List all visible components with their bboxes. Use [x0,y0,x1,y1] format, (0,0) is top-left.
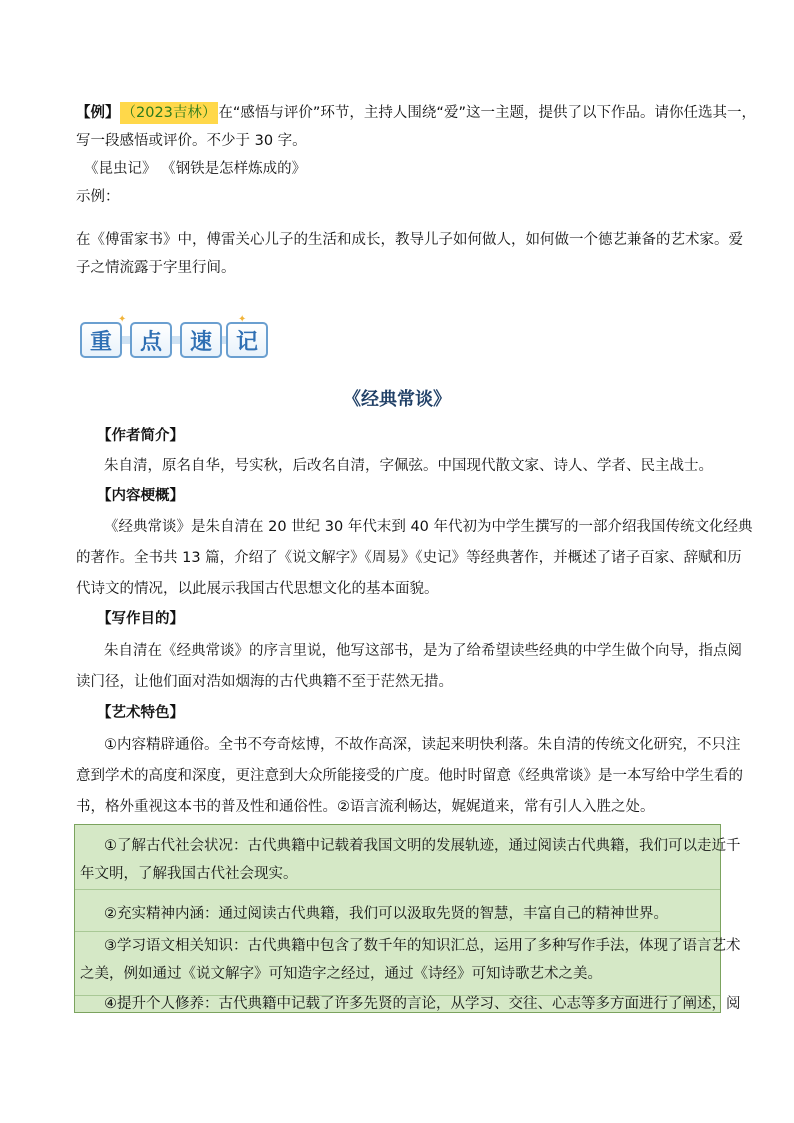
row-divider [75,931,720,932]
summary-heading: 【内容梗概】 [97,488,184,504]
green-text-1a: ①了解古代社会状况：古代典籍中记载着我国文明的发展轨迹，通过阅读古代典籍，我们可以走近千 [104,838,741,854]
example-line-1 [76,102,756,124]
banner-char: 记 [226,322,268,358]
sample-label: 示例： [76,189,120,205]
example-line-2: 写一段感悟或评价。不少于 30 字。 [76,133,307,149]
purpose-text-2: 读门径，让他们面对浩如烟海的古代典籍不至于茫然无措。 [76,674,453,690]
art-text-3: 书，格外重视这本书的普及性和通俗性。②语言流利畅达，娓娓道来，常有引人入胜之处。 [76,799,655,815]
green-text-2: ②充实精神内涵：通过阅读古代典籍，我们可以汲取先贤的智慧，丰富自己的精神世界。 [104,906,668,922]
art-text-1: ①内容精辟通俗。全书不夸奇炫博，不故作高深，读起来明快利落。朱自清的传统文化研究，不只注 [104,737,741,753]
example-mark: 【例】 [76,105,120,121]
sparkle-icon: ✦ [118,314,127,325]
green-text-4a: ④提升个人修养：古代典籍中记载了许多先贤的言论，从学习、交往、心志等多方面进行了阐述，阅 [104,996,741,1012]
row-divider [75,889,720,890]
book-title: 《经典常谈》 [343,389,451,410]
sparkle-icon: ✦ [238,314,247,325]
banner-char: 重 [80,322,122,358]
sample-text-2: 子之情流露于字里行间。 [76,260,236,276]
green-text-1b: 年文明，了解我国古代社会现实。 [80,866,298,882]
purpose-heading: 【写作目的】 [97,611,184,627]
art-text-2: 意到学术的高度和深度，更注意到大众所能接受的广度。他时时留意《经典常谈》是一本写给中学生看的 [76,768,743,784]
example-text-1: 在“感悟与评价”环节，主持人围绕“爱”这一主题，提供了以下作品。请你任选其一， [218,105,756,121]
key-points-banner [80,314,270,360]
art-heading: 【艺术特色】 [97,705,184,721]
author-text: 朱自清，原名自华，号实秋，后改名自清，字佩弦。中国现代散文家、诗人、学者、民主战士。 [104,458,713,474]
summary-text-3: 代诗文的情况，以此展示我国古代思想文化的基本面貌。 [76,581,439,597]
summary-text-1: 《经典常谈》是朱自清在 20 世纪 30 年代末到 40 年代初为中学生撰写的一部介绍我国传统文化经典 [104,519,753,535]
green-text-3a: ③学习语文相关知识：古代典籍中包含了数千年的知识汇总，运用了多种写作手法，体现了语言艺术 [104,938,741,954]
author-heading: 【作者简介】 [97,428,184,444]
purpose-text-1: 朱自清在《经典常谈》的序言里说，他写这部书，是为了给希望读些经典的中学生做个向导，指点阅 [104,643,742,659]
green-text-3b: 之美，例如通过《说文解字》可知造字之经过，通过《诗经》可知诗歌艺术之美。 [80,966,602,982]
banner-char: 点 [130,322,172,358]
book-options: 《昆虫记》 《钢铁是怎样炼成的》 [84,161,307,177]
summary-text-2: 的著作。全书共 13 篇，介绍了《说文解字》《周易》《史记》等经典著作，并概述了诸子百家、辞赋和历 [76,550,742,566]
source-tag: （2023吉林） [120,102,219,124]
sample-text-1: 在《傅雷家书》中，傅雷关心儿子的生活和成长，教导儿子如何做人，如何做一个德艺兼备的艺术家。爱 [76,232,743,248]
banner-char: 速 [180,322,222,358]
